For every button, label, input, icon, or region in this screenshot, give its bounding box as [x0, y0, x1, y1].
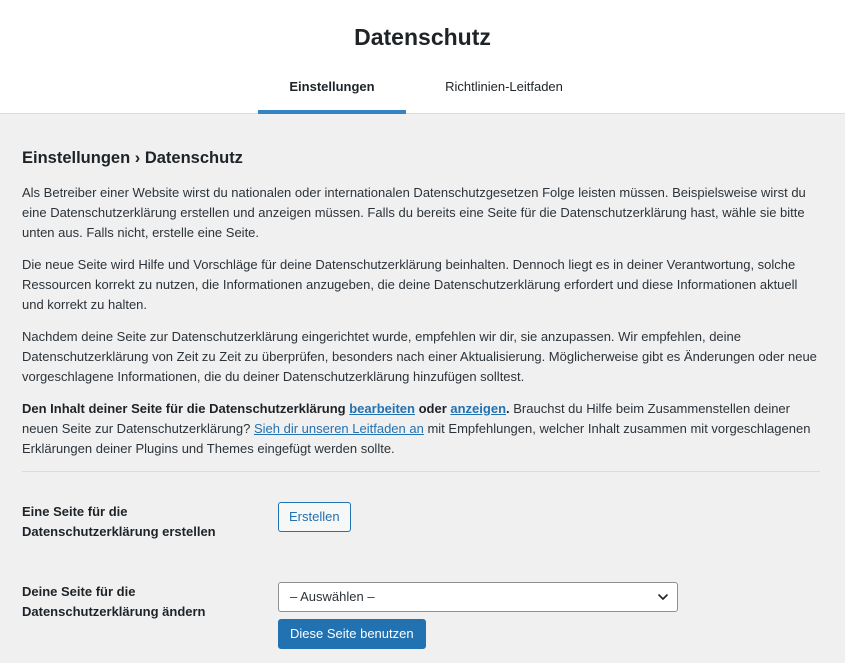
main-content [0, 114, 845, 662]
page-select[interactable] [278, 582, 678, 612]
edit-paragraph [22, 399, 822, 459]
change-page-row [22, 582, 823, 662]
page-title: Datenschutz [354, 24, 491, 50]
help-paragraph: Die neue Seite wird Hilfe und Vorschläge für deine Datenschutzerklärung beinhalten. Dennoch liegt es in deiner Verantwortung, solche Ressourcen korrekt zu nutzen, die Informationen anzugeben, die deine Datenschutzerklärung erfordert und diese Informationen aktuell und korrekt zu halten. [22, 257, 798, 312]
edit-or-text: oder [414, 401, 451, 416]
change-page-label: Deine Seite für die Datenschutzerklärung ändern [22, 584, 206, 619]
create-button[interactable]: Erstellen [278, 502, 351, 532]
edit-prefix-text: Den Inhalt deiner Seite für die Datenschutzerklärung [22, 401, 350, 416]
intro-paragraph: Als Betreiber einer Website wirst du nationalen oder internationalen Datenschutzgesetzen Folge leisten müssen. Beispielsweise wirst du eine Datenschutzerklärung erstellen und anzeigen müssen. Falls du bereits eine Seite für die Datenschutzerklärung hast, wähle sie bitte unten aus. Falls nicht, erstelle eine Seite. [22, 185, 806, 240]
page-header [0, 0, 845, 114]
guide-link[interactable]: Sieh dir unseren Leitfaden an [253, 421, 424, 436]
edit-link[interactable]: bearbeiten [349, 401, 415, 416]
page-select-value: – Auswählen – [290, 589, 375, 604]
edit-dot-text: . [506, 401, 510, 416]
guide-suffix-text: mit Empfehlungen, welcher Inhalt zusammen mit vorgeschlagenen Erklärungen deiner Plugins und Themes eingefügt werden sollte. [22, 421, 811, 456]
tab-richtlinien-leitfaden[interactable]: Richtlinien-Leitfaden [445, 79, 563, 94]
chevron-down-icon [657, 591, 669, 603]
tab-einstellungen[interactable]: Einstellungen [258, 70, 406, 114]
nav-tabs [258, 70, 590, 114]
edit-prefix [22, 401, 510, 416]
create-page-row [22, 502, 823, 582]
create-page-label: Eine Seite für die Datenschutzerklärung erstellen [22, 504, 216, 539]
help-question-text: Brauchst du Hilfe beim Zusammenstellen deiner neuen Seite zur Datenschutzerklärung? [22, 401, 790, 436]
use-page-button[interactable]: Diese Seite benutzen [278, 619, 426, 649]
section-divider [22, 471, 820, 472]
review-paragraph: Nachdem deine Seite zur Datenschutzerklärung eingerichtet wurde, empfehlen wir dir, sie anzupassen. Wir empfehlen, deine Datenschutzerklärung von Zeit zu Zeit zu überprüfen, besonders nach einer Aktualisierung. Möglicherweise gibt es Änderungen oder neue vorgeschlagene Informationen, die du deiner Datenschutzerklärung hinzufügen solltest. [22, 329, 817, 384]
view-link[interactable]: anzeigen [450, 401, 507, 416]
breadcrumb: Einstellungen › Datenschutz [22, 149, 243, 167]
